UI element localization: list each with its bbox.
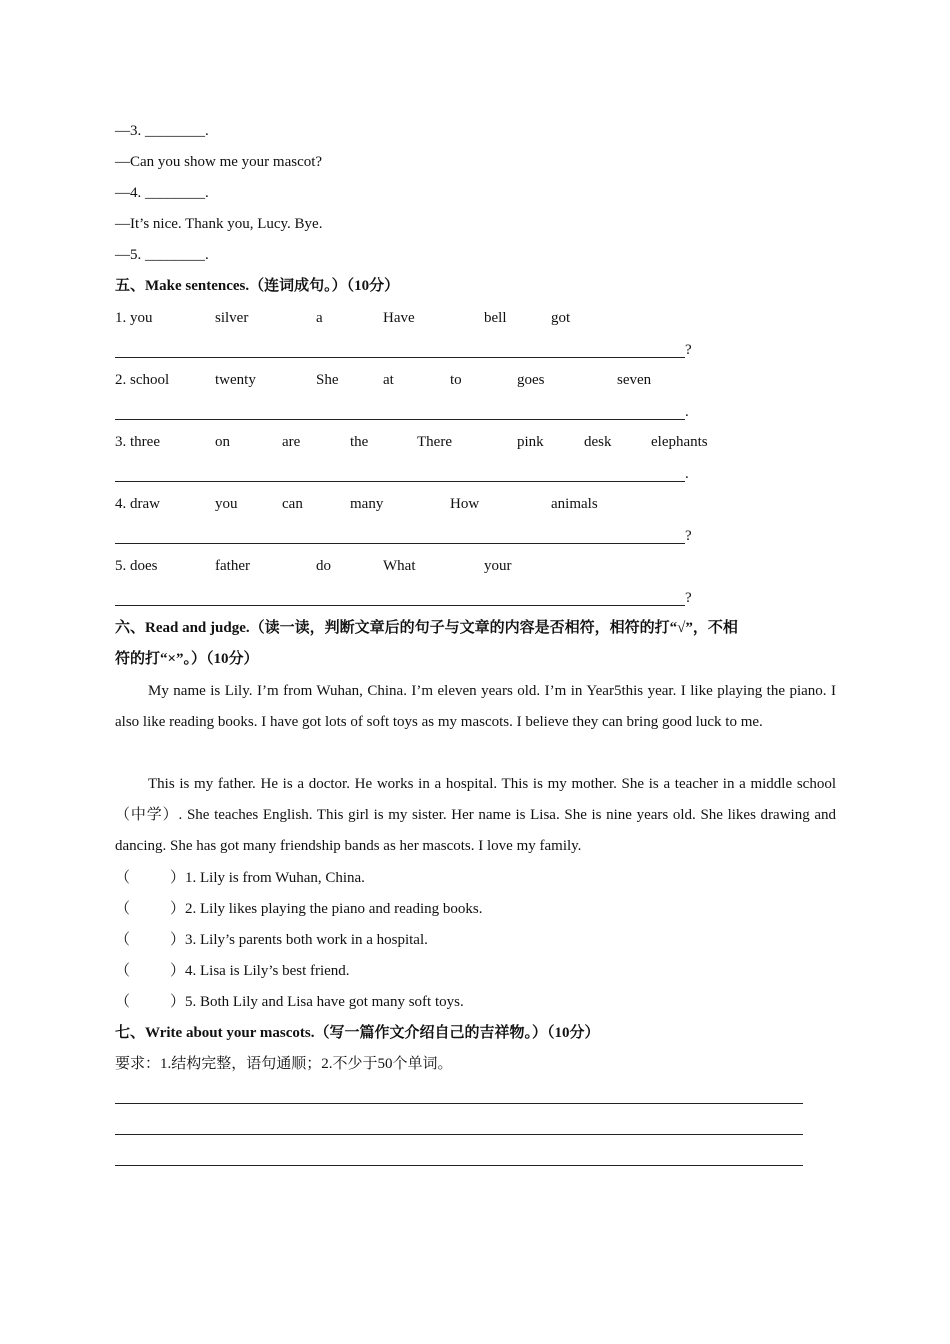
answer-blank[interactable]: （ [115, 963, 131, 979]
word: There [417, 434, 452, 450]
word: goes [517, 372, 545, 388]
word: to [450, 372, 462, 388]
writing-line-2[interactable] [115, 1134, 803, 1135]
dialogue-line-3: —3. ________. [115, 123, 209, 139]
word: 3. three [115, 434, 160, 450]
sentence-2-words [115, 370, 835, 390]
word: on [215, 434, 230, 450]
word: do [316, 558, 331, 574]
word: a [316, 310, 323, 326]
sentence-3-words [115, 432, 835, 452]
word: 4. draw [115, 496, 160, 512]
word: Have [383, 310, 415, 326]
judge-statement: ）4. Lisa is Lily’s best friend. [170, 963, 350, 979]
judge-statement: ）5. Both Lily and Lisa have got many soft toys. [170, 994, 464, 1010]
section5-title: 五、Make sentences.（连词成句。）（10分） [115, 278, 400, 294]
judge-item-4 [115, 961, 350, 981]
word: seven [617, 372, 652, 388]
judge-item-3 [115, 930, 428, 950]
answer-line-3-end: . [685, 466, 689, 482]
judge-item-1 [115, 868, 365, 888]
dialogue-line-4: —4. ________. [115, 185, 209, 201]
word: How [450, 496, 480, 512]
writing-line-1[interactable] [115, 1103, 803, 1104]
section7-title: 七、Write about your mascots.（写一篇作文介绍自己的吉祥物。）（10分） [115, 1025, 600, 1041]
word: silver [215, 310, 249, 326]
word: father [215, 558, 250, 574]
answer-blank[interactable]: （ [115, 870, 131, 886]
word: your [484, 558, 512, 574]
passage-paragraph-1: My name is Lily. I’m from Wuhan, China. I’m eleven years old. I’m in Year5this year. I like playing the piano. I also like reading books. I have got lots of soft toys as my mascots. I believe they can bring good luck to me. [115, 683, 836, 730]
word: got [551, 310, 571, 326]
answer-line-3[interactable] [115, 481, 685, 482]
word: pink [517, 434, 544, 450]
section7-requirement: 要求：1.结构完整，语句通顺；2.不少于50个单词。 [115, 1056, 453, 1072]
section6-title-line2: 符的打“×”。）（10分） [115, 651, 259, 667]
word: 5. does [115, 558, 158, 574]
answer-blank[interactable]: （ [115, 901, 131, 917]
answer-line-4[interactable] [115, 543, 685, 544]
word: many [350, 496, 384, 512]
word: bell [484, 310, 507, 326]
word: the [350, 434, 369, 450]
answer-line-1-end: ? [685, 342, 692, 358]
word: animals [551, 496, 598, 512]
word: at [383, 372, 394, 388]
answer-line-5-end: ? [685, 590, 692, 606]
word: What [383, 558, 416, 574]
word: are [282, 434, 301, 450]
word: desk [584, 434, 612, 450]
word: twenty [215, 372, 256, 388]
answer-line-5[interactable] [115, 605, 685, 606]
word: 1. you [115, 310, 153, 326]
word: She [316, 372, 339, 388]
dialogue-line-question: —Can you show me your mascot? [115, 154, 323, 170]
answer-line-4-end: ? [685, 528, 692, 544]
answer-line-1[interactable] [115, 357, 685, 358]
answer-line-2-end: . [685, 404, 689, 420]
dialogue-line-5: —5. ________. [115, 247, 209, 263]
word: you [215, 496, 238, 512]
judge-statement: ）2. Lily likes playing the piano and reading books. [170, 901, 483, 917]
dialogue-line-reply: —It’s nice. Thank you, Lucy. Bye. [115, 216, 323, 232]
word: elephants [651, 434, 708, 450]
writing-line-3[interactable] [115, 1165, 803, 1166]
section6-title-line1: 六、Read and judge.（读一读，判断文章后的句子与文章的内容是否相符，相符的打“√”，不相 [115, 620, 738, 636]
judge-statement: ）1. Lily is from Wuhan, China. [170, 870, 365, 886]
judge-statement: ）3. Lily’s parents both work in a hospital. [170, 932, 428, 948]
word: can [282, 496, 303, 512]
word: 2. school [115, 372, 170, 388]
passage-paragraph-2: This is my father. He is a doctor. He works in a hospital. This is my mother. She is a teacher in a middle school（中学）. She teaches English. This girl is my sister. Her name is Lisa. She is nine years old. She likes drawing and dancing. She has got many friendship bands as her mascots. I love my family. [115, 776, 836, 854]
answer-line-2[interactable] [115, 419, 685, 420]
answer-blank[interactable]: （ [115, 994, 131, 1010]
sentence-5-words [115, 556, 835, 576]
answer-blank[interactable]: （ [115, 932, 131, 948]
judge-item-5 [115, 992, 464, 1012]
sentence-1-words [115, 308, 835, 328]
judge-item-2 [115, 899, 482, 919]
sentence-4-words [115, 494, 835, 514]
